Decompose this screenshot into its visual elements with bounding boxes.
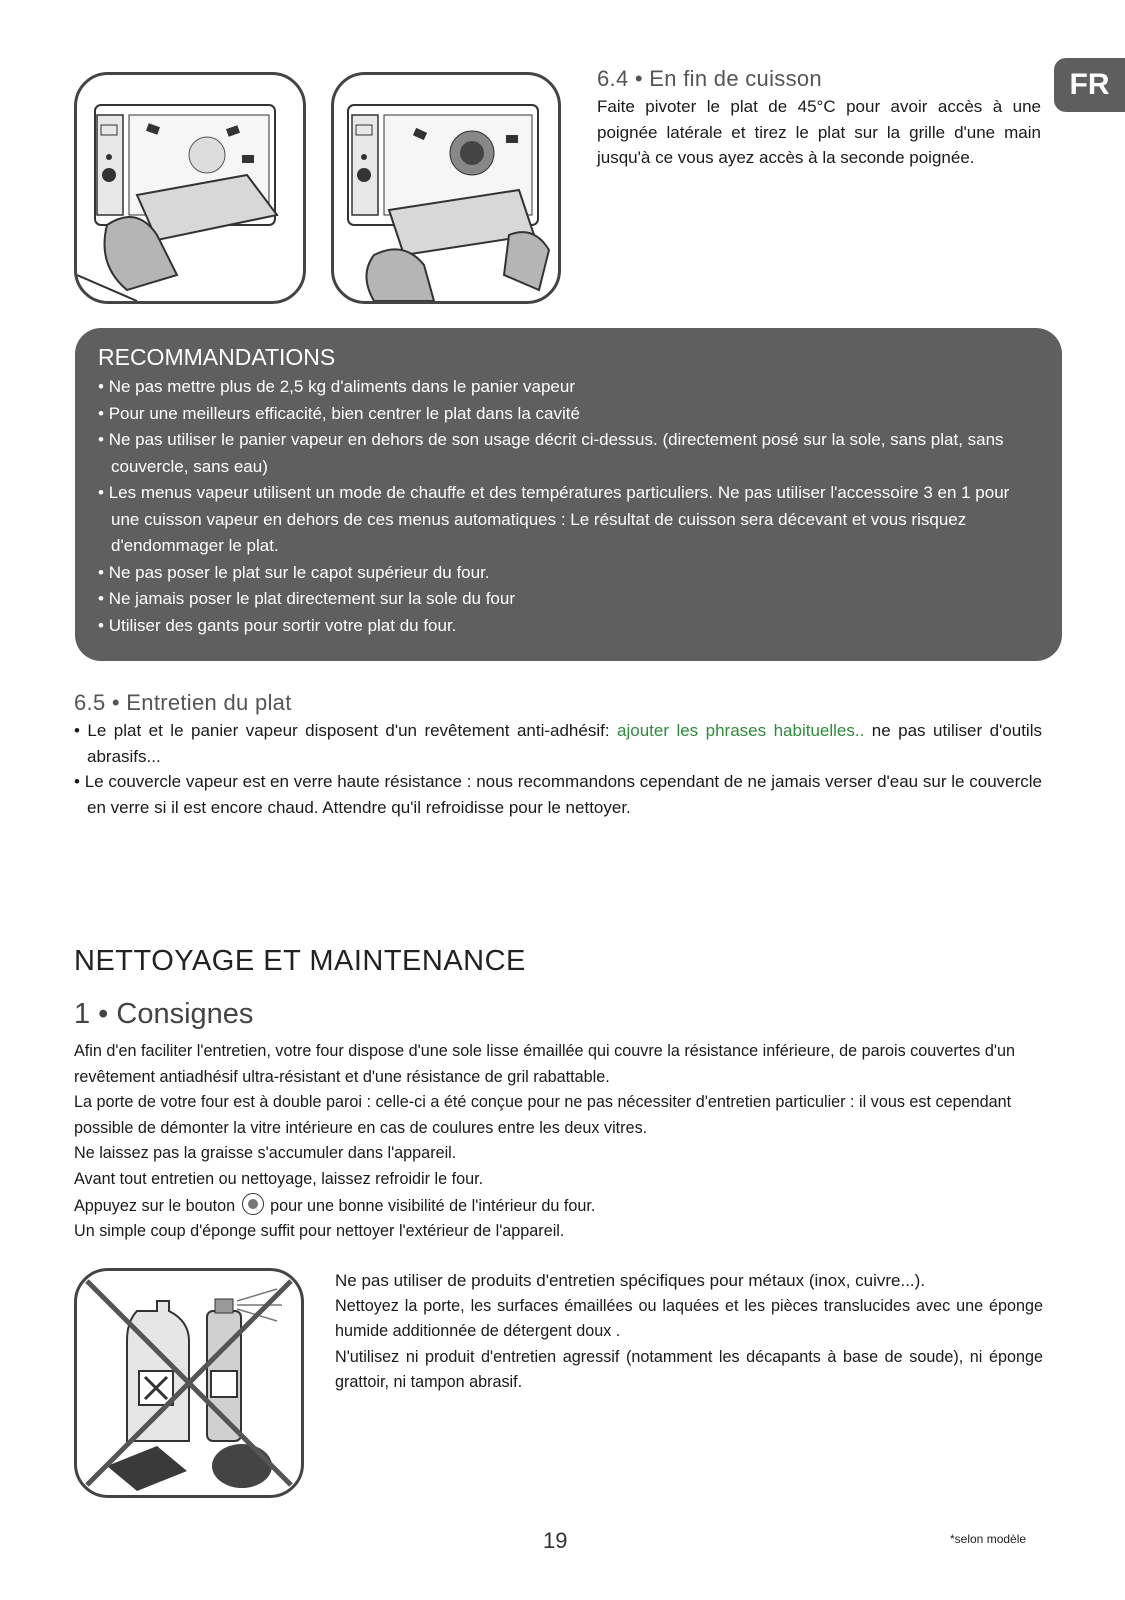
section-title: 6.4 • En fin de cuisson — [597, 66, 822, 91]
footnote: *selon modèle — [950, 1532, 1027, 1546]
page-number: 19 — [543, 1528, 568, 1553]
section-title: 6.5 • Entretien du plat — [74, 690, 292, 715]
list-item: • Le plat et le panier vapeur disposent d'un revêtement anti-adhésif: ajouter les phrases habituelles.. ne pas utiliser d'outils abrasifs... — [74, 718, 1042, 769]
sub-title: 1 • Consignes — [74, 998, 254, 1030]
list-item: • Les menus vapeur utilisent un mode de chauffe et des températures particuliers. Ne pas utiliser l'accessoire 3 en 1 pour une cuisson vapeur en dehors de ces menus automatiques : Le résultat de cuisson sera décevant et vous risquez d'endommager le plat. — [98, 480, 1042, 560]
recommendations-title: RECOMMANDATIONS — [98, 344, 336, 370]
maintenance-list — [74, 718, 1042, 820]
consignes-paragraph: Ne laissez pas la graisse s'accumuler dans l'appareil. — [74, 1144, 457, 1163]
list-item: • Ne pas poser le plat sur le capot supérieur du four. — [98, 560, 1042, 587]
oven-illustration-left — [74, 72, 306, 304]
warning-paragraph: Ne pas utiliser de produits d'entretien spécifiques pour métaux (inox, cuivre...). — [335, 1271, 926, 1290]
section-6-4 — [597, 66, 1041, 171]
consignes-text — [74, 1039, 1054, 1245]
recommendations-list — [98, 374, 1042, 639]
consignes-paragraph: Avant tout entretien ou nettoyage, laissez refroidir le four. — [74, 1169, 484, 1188]
consignes-paragraph: Afin d'en faciliter l'entretien, votre four dispose d'une sole lisse émaillée qui couvre la résistance inférieure, de parois couvertes d'un revêtement antiadhésif ultra-résistant et d'une résistance de gril rabattable. — [74, 1042, 1015, 1086]
recommendations-box — [75, 328, 1062, 661]
oven-illustration-right — [331, 72, 561, 304]
prohibited-products-illustration — [74, 1268, 304, 1498]
light-button-icon — [242, 1193, 264, 1215]
list-item: • Pour une meilleurs efficacité, bien centrer le plat dans la cavité — [98, 401, 1042, 428]
language-tab: FR — [1054, 58, 1125, 112]
list-item: • Ne pas mettre plus de 2,5 kg d'aliments dans le panier vapeur — [98, 374, 1042, 401]
list-item: • Utiliser des gants pour sortir votre plat du four. — [98, 613, 1042, 640]
section-text: Faite pivoter le plat de 45°C pour avoir accès à une poignée latérale et tirez le plat sur la grille d'une main jusqu'à ce vous ayez accès à la seconde poignée. — [597, 97, 1041, 167]
list-item: • Le couvercle vapeur est en verre haute résistance : nous recommandons cependant de ne jamais verser d'eau sur le couvercle en verre si il est encore chaud. Attendre qu'il refroidisse pour le nettoyer. — [74, 769, 1042, 820]
list-item: • Ne jamais poser le plat directement sur la sole du four — [98, 586, 1042, 613]
main-title: NETTOYAGE ET MAINTENANCE — [74, 945, 526, 977]
consignes-paragraph: Un simple coup d'éponge suffit pour nettoyer l'extérieur de l'appareil. — [74, 1222, 565, 1241]
list-item: • Ne pas utiliser le panier vapeur en dehors de son usage décrit ci-dessus. (directement posé sur la sole, sans plat, sans couvercle, sans eau) — [98, 427, 1042, 480]
placeholder-note: ajouter les phrases habituelles.. — [617, 721, 865, 740]
consignes-paragraph: Appuyez sur le bouton pour une bonne visibilité de l'intérieur du four. — [74, 1193, 1054, 1220]
warning-text — [335, 1268, 1043, 1396]
warning-paragraph: N'utilisez ni produit d'entretien agressif (notamment les décapants à base de soude), ni éponge grattoir, ni tampon abrasif. — [335, 1347, 1043, 1391]
consignes-paragraph: La porte de votre four est à double paroi : celle-ci a été conçue pour ne pas nécessiter d'entretien particulier : il vous est cependant possible de démonter la vitre intérieure en cas de coulures entre les deux vitres. — [74, 1093, 1012, 1137]
warning-paragraph: Nettoyez la porte, les surfaces émaillées ou laquées et les pièces translucides avec une éponge humide additionnée de détergent doux . — [335, 1296, 1043, 1340]
section-6-5 — [74, 690, 1042, 820]
